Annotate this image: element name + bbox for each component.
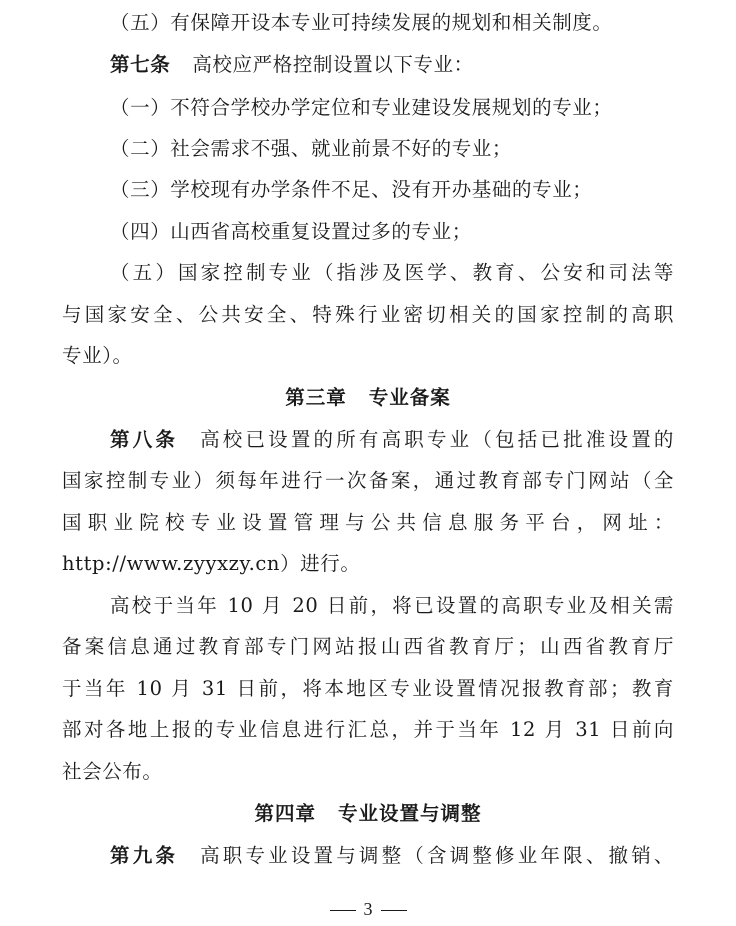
article-9-label: 第九条 (110, 844, 179, 867)
chapter-3-number: 第三章 (285, 386, 347, 409)
footer-left-dash (330, 910, 356, 911)
paragraph-line: （一）不符合学校办学定位和专业建设发展规划的专业； (110, 96, 613, 119)
paragraph-line: 国职业院校专业设置管理与公共信息服务平台，网址： (62, 511, 674, 534)
article-9-text: 高职专业设置与调整（含调整修业年限、撤销、 (200, 844, 674, 867)
paragraph-line: （四）山西省高校重复设置过多的专业； (110, 220, 472, 243)
chapter-4-heading (0, 801, 736, 827)
chapter-3-heading (0, 385, 736, 411)
paragraph-line: 社会公布。 (62, 760, 163, 783)
chapter-3-title: 专业备案 (368, 386, 451, 409)
article-9-line (110, 843, 674, 869)
footer-right-dash (381, 910, 407, 911)
paragraph-line: （二）社会需求不强、就业前景不好的专业； (110, 137, 513, 160)
article-7-label: 第七条 (110, 53, 171, 76)
article-8-label: 第八条 (110, 428, 179, 451)
article-8-line (110, 427, 674, 453)
paragraph-line: （五）国家控制专业（指涉及医学、教育、公安和司法等 (110, 261, 674, 284)
article-7-text: 高校应严格控制设置以下专业： (192, 53, 474, 76)
page-number: 3 (363, 899, 373, 919)
paragraph-line: 专业）。 (62, 344, 133, 367)
paragraph-line: 备案信息通过教育部专门网站报山西省教育厅；山西省教育厅 (62, 635, 674, 658)
website-url-line: http://www.zyyxzy.cn）进行。 (62, 552, 361, 575)
page-footer (0, 898, 736, 920)
chapter-4-number: 第四章 (254, 802, 316, 825)
article-8-text: 高校已设置的所有高职专业（包括已批准设置的 (200, 428, 674, 451)
paragraph-line: 高校于当年 10 月 20 日前，将已设置的高职专业及相关需 (110, 594, 674, 617)
paragraph-line: （三）学校现有办学条件不足、没有开办基础的专业； (110, 178, 593, 201)
paragraph-line: 国家控制专业）须每年进行一次备案，通过教育部专门网站（全 (62, 469, 674, 492)
chapter-4-title: 专业设置与调整 (338, 802, 482, 825)
paragraph-line: 与国家安全、公共安全、特殊行业密切相关的国家控制的高职 (62, 303, 674, 326)
paragraph-line: （五）有保障开设本专业可持续发展的规划和相关制度。 (110, 11, 613, 34)
paragraph-line: 于当年 10 月 31 日前，将本地区专业设置情况报教育部；教育 (62, 677, 674, 700)
paragraph-line: 部对各地上报的专业信息进行汇总，并于当年 12 月 31 日前向 (62, 718, 674, 741)
article-7-line (110, 52, 674, 78)
